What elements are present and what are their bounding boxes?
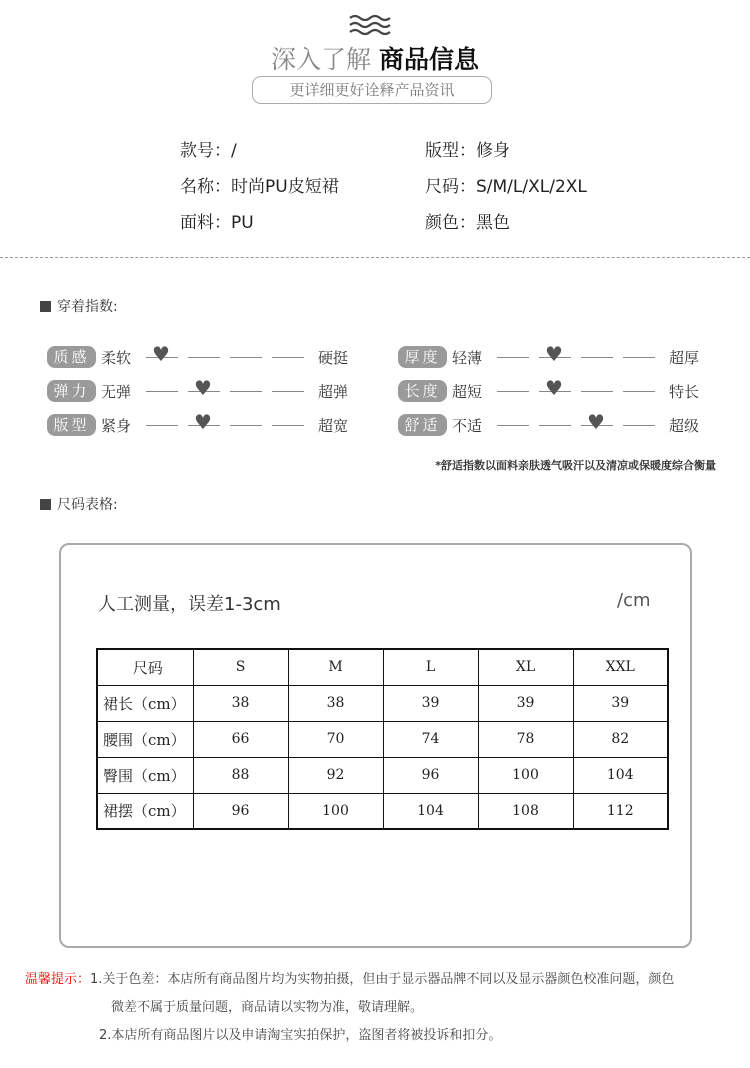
size-table	[96, 648, 669, 830]
info-value: 时尚PU皮短裙	[231, 177, 339, 197]
heart-marker-icon: ♥	[545, 376, 563, 400]
table-cell: 92	[288, 757, 383, 793]
wear-index-low: 超短	[452, 383, 483, 401]
table-header-cell: S	[193, 649, 288, 685]
table-header-cell: XL	[478, 649, 573, 685]
wear-index-low: 紧身	[101, 417, 132, 435]
table-cell: 104	[573, 757, 668, 793]
subtitle: 更详细更好诠释产品资讯	[252, 76, 492, 104]
unit-label: /cm	[617, 590, 651, 611]
wear-index-name: 版型	[47, 414, 96, 436]
scale-segment	[497, 357, 529, 358]
title-bold: 商品信息	[378, 45, 479, 74]
table-cell: 74	[383, 721, 478, 757]
table-cell: 39	[478, 685, 573, 721]
wear-index-row	[398, 376, 718, 402]
wear-index-high: 超级	[669, 417, 700, 435]
info-item	[180, 208, 254, 233]
table-cell: 82	[573, 721, 668, 757]
table-cell: 100	[288, 793, 383, 829]
wear-index-row	[47, 410, 367, 436]
wear-index-high: 超厚	[669, 349, 700, 367]
wear-index-low: 柔软	[101, 349, 132, 367]
scale-segment	[272, 425, 304, 426]
scale-segment	[146, 391, 178, 392]
table-cell: 38	[288, 685, 383, 721]
info-value: 黑色	[476, 213, 510, 233]
table-cell: 38	[193, 685, 288, 721]
wear-index-name: 弹力	[47, 380, 96, 402]
tip-2: 2.本店所有商品图片以及申请淘宝实拍保护，盗图者将被投诉和扣分。	[99, 1028, 502, 1043]
measure-note: 人工测量，误差1-3cm	[98, 594, 281, 615]
wear-index-row	[47, 342, 367, 368]
scale-segment	[539, 425, 571, 426]
table-cell: 腰围（cm）	[97, 721, 193, 757]
divider	[0, 257, 750, 258]
page-title	[0, 40, 750, 76]
table-cell: 78	[478, 721, 573, 757]
wear-index-name: 长度	[398, 380, 447, 402]
table-cell: 104	[383, 793, 478, 829]
comfort-note: *舒适指数以面料亲肤透气吸汗以及清凉或保暖度综合衡量	[435, 459, 716, 472]
scale-segment	[623, 425, 655, 426]
table-row	[97, 721, 668, 757]
info-value: S/M/L/XL/2XL	[476, 177, 587, 197]
scale-segment	[230, 357, 262, 358]
scale-segment	[497, 391, 529, 392]
info-item	[425, 136, 510, 161]
wear-index-low: 不适	[452, 417, 483, 435]
heart-marker-icon: ♥	[194, 376, 212, 400]
table-cell: 39	[383, 685, 478, 721]
wear-index-title: 穿着指数:	[57, 299, 118, 315]
wear-index-row	[398, 342, 718, 368]
wear-index-row	[47, 376, 367, 402]
scale-segment	[230, 425, 262, 426]
wear-index-low: 无弹	[101, 383, 132, 401]
info-label: 版型：	[425, 141, 476, 161]
table-cell: 裙摆（cm）	[97, 793, 193, 829]
table-header-cell: XXL	[573, 649, 668, 685]
tips-label: 温馨提示：	[25, 972, 91, 987]
table-row	[97, 793, 668, 829]
wear-index-name: 厚度	[398, 346, 447, 368]
info-label: 面料：	[180, 213, 231, 233]
table-header-cell: L	[383, 649, 478, 685]
info-label: 款号：	[180, 141, 231, 161]
scale-segment	[188, 357, 220, 358]
scale-segment	[581, 357, 613, 358]
info-item	[180, 136, 237, 161]
scale-segment	[623, 357, 655, 358]
scale-segment	[581, 391, 613, 392]
size-table-heading	[40, 494, 118, 514]
wear-index-high: 超弹	[318, 383, 349, 401]
info-value: PU	[231, 213, 254, 233]
heart-marker-icon: ♥	[545, 342, 563, 366]
wave-icon	[348, 14, 396, 36]
wear-index-high: 特长	[669, 383, 700, 401]
size-table-title: 尺码表格:	[57, 497, 118, 513]
table-header-cell: M	[288, 649, 383, 685]
table-row	[97, 685, 668, 721]
table-cell: 96	[383, 757, 478, 793]
table-cell: 臀围（cm）	[97, 757, 193, 793]
scale-segment	[146, 425, 178, 426]
scale-segment	[497, 425, 529, 426]
table-cell: 112	[573, 793, 668, 829]
info-value: /	[231, 141, 237, 161]
table-header-cell: 尺码	[97, 649, 193, 685]
table-row	[97, 757, 668, 793]
table-cell: 108	[478, 793, 573, 829]
heart-marker-icon: ♥	[194, 410, 212, 434]
wear-index-name: 质感	[47, 346, 96, 368]
wear-index-row	[398, 410, 718, 436]
wear-index-heading	[40, 296, 118, 316]
tip-1-cont: 微差不属于质量问题，商品请以实物为准，敬请理解。	[111, 1000, 424, 1015]
table-cell: 66	[193, 721, 288, 757]
info-value: 修身	[476, 141, 510, 161]
info-item	[180, 172, 339, 197]
info-item	[425, 208, 510, 233]
table-cell: 39	[573, 685, 668, 721]
scale-segment	[230, 391, 262, 392]
wear-index-high: 超宽	[318, 417, 349, 435]
scale-segment	[272, 391, 304, 392]
table-cell: 100	[478, 757, 573, 793]
wear-index-low: 轻薄	[452, 349, 483, 367]
info-label: 颜色：	[425, 213, 476, 233]
info-label: 名称：	[180, 177, 231, 197]
tips	[25, 966, 674, 1050]
heart-marker-icon: ♥	[587, 410, 605, 434]
scale-segment	[623, 391, 655, 392]
info-item	[425, 172, 587, 197]
table-header-row	[97, 649, 668, 685]
info-label: 尺码：	[425, 177, 476, 197]
tip-1: 1.关于色差：本店所有商品图片均为实物拍摄，但由于显示器品牌不同以及显示器颜色校准问题，颜色	[90, 972, 675, 987]
table-cell: 70	[288, 721, 383, 757]
table-cell: 裙长（cm）	[97, 685, 193, 721]
table-cell: 88	[193, 757, 288, 793]
wear-index-name: 舒适	[398, 414, 447, 436]
table-cell: 96	[193, 793, 288, 829]
heart-marker-icon: ♥	[152, 342, 170, 366]
scale-segment	[272, 357, 304, 358]
wear-index-high: 硬挺	[318, 349, 349, 367]
title-light: 深入了解	[271, 45, 372, 74]
